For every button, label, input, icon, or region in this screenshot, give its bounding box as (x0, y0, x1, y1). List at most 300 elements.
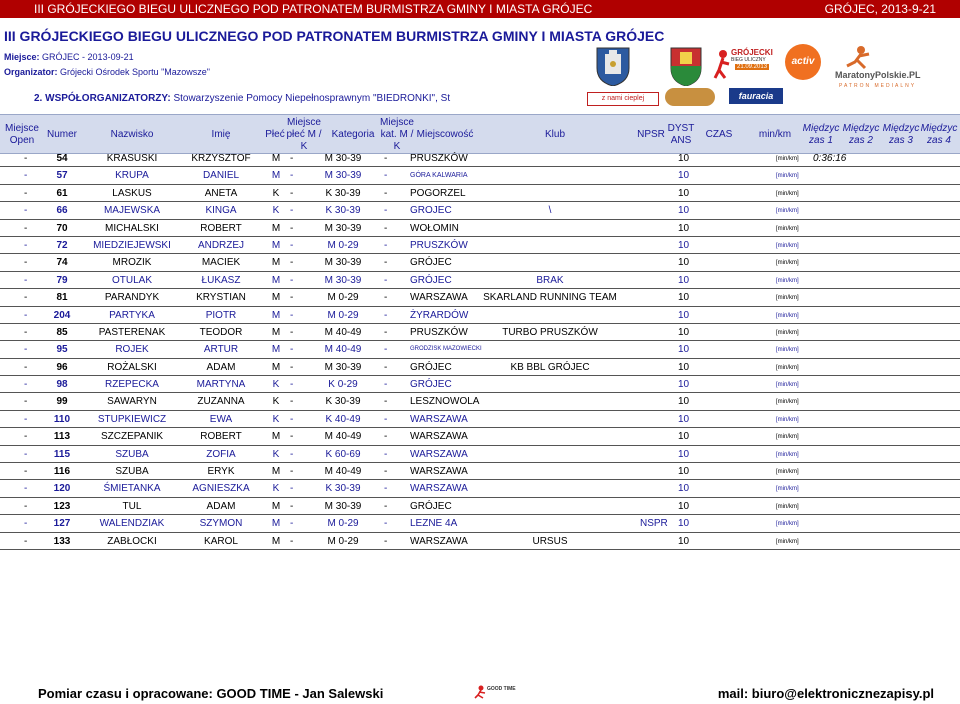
cell-pace: [min/km] (776, 364, 799, 371)
col-last-name: Nazwisko (110, 129, 154, 140)
cell-category: M 30-39 (324, 257, 362, 269)
cell-place-category: - (384, 326, 388, 338)
cell-first-name: ZUZANNA (197, 396, 245, 408)
top-bar (0, 0, 960, 18)
cell-distance: 10 (678, 239, 690, 251)
cell-place-category: - (384, 257, 388, 269)
table-row (0, 254, 960, 271)
cell-place-sex: - (290, 187, 294, 199)
cell-place-category: - (384, 292, 388, 304)
cell-category: K 60-69 (325, 448, 361, 460)
co-organizers-value: Stowarzyszenie Pomocy Niepełnosprawnym "BIEDRONKI", St (173, 93, 451, 104)
cell-place-sex: - (290, 466, 294, 478)
cell-category: M 30-39 (324, 500, 362, 512)
cell-place-category: - (384, 448, 388, 460)
cell-sex: K (272, 413, 280, 425)
table-row (0, 498, 960, 515)
cell-place-sex: - (290, 205, 294, 217)
cell-last-name: MIEDZIEJEWSKI (93, 239, 171, 251)
cell-distance: 10 (678, 396, 690, 408)
cell-place-open: - (24, 379, 28, 391)
footer-contact-email[interactable]: mail: biuro@elektronicznezapisy.pl (717, 686, 934, 701)
col-place-category-line1: Miejsce (380, 117, 414, 128)
cell-first-name: KRZYSZTOF (191, 153, 251, 164)
cell-club: \ (548, 205, 552, 217)
cell-first-name: SZYMON (199, 518, 243, 530)
cell-category: M 0-29 (327, 535, 359, 547)
cell-place-sex: - (290, 170, 294, 182)
cell-club: SKARLAND RUNNING TEAM (483, 292, 617, 304)
cell-place-open: - (24, 466, 28, 478)
cell-distance: 10 (678, 431, 690, 443)
cell-distance: 10 (678, 274, 690, 286)
cell-place-sex: - (290, 518, 294, 530)
cell-place-open: - (24, 239, 28, 251)
cell-city: GRÓJEC (410, 500, 452, 512)
cell-place-open: - (24, 535, 28, 547)
cell-last-name: KRUPA (115, 170, 149, 182)
cell-place-open: - (24, 222, 28, 234)
table-row (0, 411, 960, 428)
cell-sex: M (271, 292, 281, 304)
table-row (0, 393, 960, 410)
cell-number: 123 (53, 500, 71, 512)
col-npsr: NPSR (637, 129, 665, 140)
cell-club: BRAK (536, 274, 564, 286)
cell-category: M 0-29 (327, 309, 359, 321)
cell-pace: [min/km] (776, 434, 799, 441)
cell-last-name: PARTYKA (109, 309, 155, 321)
cell-number: 66 (56, 205, 68, 217)
table-row (0, 289, 960, 306)
cell-place-category: - (384, 205, 388, 217)
cell-city: GRÓJEC (410, 379, 452, 391)
maratony-logo-text: MaratonyPolskie.PL (835, 70, 921, 80)
cell-place-open: - (24, 500, 28, 512)
place-line (4, 52, 134, 62)
col-split-4-line1: Międzyc (920, 123, 958, 134)
cell-place-category: - (384, 431, 388, 443)
cell-place-open: - (24, 431, 28, 443)
cell-place-category: - (384, 309, 388, 321)
cell-first-name: ARTUR (203, 344, 239, 356)
cell-last-name: TUL (122, 500, 142, 512)
table-row (0, 307, 960, 324)
cell-city: LESZNOWOLA (410, 396, 480, 408)
cell-city: WARSZAWA (410, 466, 468, 478)
cell-number: 95 (56, 344, 68, 356)
col-city: Miejscowość (416, 129, 474, 140)
cell-place-category: - (384, 396, 388, 408)
cell-place-category: - (384, 535, 388, 547)
cell-sex: K (272, 483, 280, 495)
cell-place-sex: - (290, 292, 294, 304)
cell-city: WARSZAWA (410, 535, 468, 547)
cell-pace: [min/km] (776, 312, 799, 319)
cell-place-sex: - (290, 239, 294, 251)
col-split-2-line1: Międzyc (842, 123, 880, 134)
cell-number: 85 (56, 326, 68, 338)
col-place-open-line1: Miejsce (5, 123, 39, 134)
col-first-name: Imię (211, 129, 231, 140)
cell-city: GRÓJEC (410, 257, 452, 269)
cell-sex: M (271, 535, 281, 547)
col-sex: Płeć (265, 129, 285, 140)
cell-city: ŻYRARDÓW (410, 309, 469, 321)
cell-last-name: SZUBA (115, 466, 149, 478)
cell-place-open: - (24, 257, 28, 269)
cell-sex: M (271, 257, 281, 269)
cell-pace: [min/km] (776, 225, 799, 232)
cell-first-name: KINGA (205, 205, 237, 217)
table-row (0, 428, 960, 445)
page-footer (0, 682, 960, 704)
col-place-category-line2: kat. M / (380, 129, 414, 140)
cell-place-open: - (24, 396, 28, 408)
cell-city: GÓRA KALWARIA (410, 172, 468, 180)
grojec-crest-icon (593, 46, 633, 86)
table-row (0, 220, 960, 237)
organizer-label: Organizator: (4, 67, 58, 77)
cell-place-sex: - (290, 535, 294, 547)
cell-place-open: - (24, 413, 28, 425)
cell-place-open: - (24, 187, 28, 199)
organizer-line (4, 67, 210, 77)
cell-distance: 10 (678, 170, 690, 182)
cell-category: K 30-39 (325, 483, 361, 495)
cell-sex: M (271, 466, 281, 478)
cell-number: 61 (56, 187, 68, 199)
cell-category: M 30-39 (324, 153, 362, 164)
cell-place-category: - (384, 274, 388, 286)
table-row (0, 185, 960, 202)
cell-category: M 30-39 (324, 222, 362, 234)
col-split-3 (880, 123, 922, 147)
table-row (0, 359, 960, 376)
cell-club: KB BBL GRÓJEC (510, 361, 590, 373)
cell-city: WOŁOMIN (410, 222, 459, 234)
cell-pace: [min/km] (776, 399, 799, 406)
sponsor-logos (585, 40, 960, 106)
cell-last-name: RZEPECKA (105, 379, 159, 391)
cell-first-name: ANETA (204, 187, 238, 199)
cell-place-open: - (24, 326, 28, 338)
cell-first-name: ŁUKASZ (201, 274, 241, 286)
cell-sex: K (272, 379, 280, 391)
cell-city: POGORZEL (410, 187, 466, 199)
cell-category: M 40-49 (324, 431, 362, 443)
cell-number: 74 (56, 257, 68, 269)
cell-place-sex: - (290, 309, 294, 321)
cell-place-category: - (384, 483, 388, 495)
cell-sex: K (272, 205, 280, 217)
table-row (0, 202, 960, 219)
cell-pace: [min/km] (776, 190, 799, 197)
cell-category: M 30-39 (324, 361, 362, 373)
cell-first-name: TEODOR (199, 326, 243, 338)
cell-pace: [min/km] (776, 173, 799, 180)
cell-pace: [min/km] (776, 521, 799, 528)
place-value: GRÓJEC - 2013-09-21 (42, 52, 134, 62)
results-table-header (0, 114, 960, 154)
cell-sex: M (271, 309, 281, 321)
cell-place-open: - (24, 518, 28, 530)
cell-category: K 0-29 (328, 379, 358, 391)
cell-number: 120 (53, 483, 71, 495)
col-place-sex-line1: Miejsce (287, 117, 321, 128)
cell-distance: 10 (678, 309, 690, 321)
cell-number: 115 (53, 448, 71, 460)
grojecki-logo-line1: GRÓJECKI (731, 48, 773, 57)
cell-city: WARSZAWA (410, 448, 468, 460)
cell-category: M 40-49 (324, 326, 362, 338)
col-place-category (378, 117, 416, 153)
cell-distance: 10 (678, 205, 690, 217)
col-place-open-line2: Open (9, 135, 35, 146)
cell-sex: M (271, 361, 281, 373)
cell-number: 81 (56, 292, 68, 304)
cell-city: PRUSZKÓW (410, 153, 468, 164)
cell-place-open: - (24, 309, 28, 321)
table-row (0, 446, 960, 463)
cell-sex: M (271, 222, 281, 234)
cell-number: 57 (56, 170, 68, 182)
col-distance-line1: DYST (667, 123, 695, 134)
cell-city: PRUSZKÓW (410, 326, 468, 338)
cell-place-category: - (384, 239, 388, 251)
cell-pace: [min/km] (776, 503, 799, 510)
cell-distance: 10 (678, 344, 690, 356)
table-row (0, 150, 960, 167)
activ-logo: activ (785, 44, 821, 80)
cell-last-name: PASTERENAK (98, 326, 166, 338)
cell-pace: [min/km] (776, 538, 799, 545)
good-time-logo (473, 684, 517, 703)
cell-number: 54 (56, 153, 68, 164)
col-place-sex-line2: płeć M / (286, 129, 322, 140)
cell-place-sex: - (290, 257, 294, 269)
cell-split-1: 0:36:16 (813, 153, 847, 164)
cell-first-name: MACIEK (201, 257, 241, 269)
cell-distance: 10 (678, 500, 690, 512)
cell-number: 72 (56, 239, 68, 251)
cell-first-name: EWA (209, 413, 233, 425)
cell-distance: 10 (678, 518, 690, 530)
cell-pace: [min/km] (776, 451, 799, 458)
cell-place-sex: - (290, 222, 294, 234)
co-organizers-number: 2. (34, 93, 43, 104)
col-club: Klub (544, 129, 565, 140)
municipal-crest-icon (667, 46, 705, 86)
cell-city: WARSZAWA (410, 431, 468, 443)
cell-distance: 10 (678, 379, 690, 391)
cell-place-open: - (24, 344, 28, 356)
cell-club: TURBO PRUSZKÓW (502, 326, 598, 338)
cell-number: 99 (56, 396, 68, 408)
cell-place-sex: - (290, 500, 294, 512)
cell-pace: [min/km] (776, 156, 799, 162)
cell-place-sex: - (290, 326, 294, 338)
cell-sex: M (271, 170, 281, 182)
cell-first-name: ZOFIA (206, 448, 236, 460)
cell-number: 70 (56, 222, 68, 234)
cell-last-name: OTULAK (111, 274, 152, 286)
table-row (0, 341, 960, 358)
cell-sex: M (271, 431, 281, 443)
cell-city: WARSZAWA (410, 292, 468, 304)
footer-timing-credit: Pomiar czasu i opracowane: GOOD TIME - Jan Salewski (38, 686, 384, 701)
cell-sex: K (272, 448, 280, 460)
cell-first-name: DANIEL (202, 170, 240, 182)
cell-distance: 10 (678, 483, 690, 495)
cell-place-open: - (24, 274, 28, 286)
znami-cieplej-logo: z nami cieplej (587, 92, 659, 106)
cell-category: M 40-49 (324, 466, 362, 478)
cell-last-name: WALENDZIAK (99, 518, 165, 530)
cell-place-category: - (384, 344, 388, 356)
col-split-4-line2: zas 4 (927, 135, 951, 146)
cell-place-category: - (384, 222, 388, 234)
cell-last-name: MROZIK (112, 257, 152, 269)
cell-last-name: MICHALSKI (105, 222, 159, 234)
cell-distance: 10 (678, 448, 690, 460)
table-row (0, 515, 960, 532)
table-row (0, 463, 960, 480)
cell-category: M 30-39 (324, 274, 362, 286)
cell-city: WARSZAWA (410, 483, 468, 495)
cell-number: 96 (56, 361, 68, 373)
cell-distance: 10 (678, 326, 690, 338)
col-place-category-line3: K (393, 141, 401, 152)
cell-place-sex: - (290, 483, 294, 495)
co-organizers-line (34, 93, 450, 104)
cell-pace: [min/km] (776, 295, 799, 302)
cell-sex: M (271, 274, 281, 286)
cell-first-name: ADAM (206, 361, 236, 373)
cell-pace: [min/km] (776, 347, 799, 354)
cell-sex: M (271, 500, 281, 512)
cell-category: M 40-49 (324, 344, 362, 356)
cell-place-sex: - (290, 344, 294, 356)
cell-city: LEZNE 4A (410, 518, 458, 530)
cell-last-name: ŚMIETANKA (103, 483, 161, 495)
col-place-sex (284, 117, 324, 153)
cell-distance: 10 (678, 413, 690, 425)
cell-sex: M (271, 239, 281, 251)
cell-distance: 10 (678, 187, 690, 199)
cell-club: URSUS (532, 535, 568, 547)
cell-sex: M (271, 153, 281, 164)
cell-first-name: PIOTR (205, 309, 237, 321)
cell-place-open: - (24, 361, 28, 373)
cell-sex: K (272, 187, 280, 199)
cell-pace: [min/km] (776, 242, 799, 249)
cell-sex: M (271, 326, 281, 338)
cell-last-name: LASKUS (112, 187, 152, 199)
cell-place-sex: - (290, 361, 294, 373)
cell-place-category: - (384, 379, 388, 391)
cell-place-category: - (384, 187, 388, 199)
event-title-bar: III GRÓJECKIEGO BIEGU ULICZNEGO POD PATRONATEM BURMISTRZA GMINY I MIASTA GRÓJEC (34, 2, 593, 16)
cell-place-category: - (384, 500, 388, 512)
cell-pace: [min/km] (776, 208, 799, 215)
cell-distance: 10 (678, 257, 690, 269)
cell-number: 116 (53, 466, 71, 478)
cell-place-open: - (24, 483, 28, 495)
grojecki-bieg-logo (713, 42, 773, 90)
cell-city: GRÓJEC (410, 274, 452, 286)
cell-first-name: ANDRZEJ (197, 239, 245, 251)
cell-category: M 0-29 (327, 518, 359, 530)
cell-number: 127 (53, 518, 71, 530)
cell-place-open: - (24, 205, 28, 217)
cell-first-name: ADAM (206, 500, 236, 512)
cell-npsr: NSPR (640, 518, 668, 530)
table-row (0, 167, 960, 184)
col-split-1-line2: zas 1 (809, 135, 833, 146)
cell-place-category: - (384, 361, 388, 373)
organizer-value: Grójecki Ośrodek Sportu "Mazowsze" (60, 67, 210, 77)
page-title: III GRÓJECKIEGO BIEGU ULICZNEGO POD PATRONATEM BURMISTRZA GMINY I MIASTA GRÓJEC (4, 28, 665, 44)
cell-distance: 10 (678, 153, 690, 164)
col-split-3-line1: Międzyc (882, 123, 920, 134)
place-label: Miejsce: (4, 52, 40, 62)
cell-number: 204 (53, 309, 71, 321)
col-pace: min/km (758, 129, 792, 140)
table-row (0, 376, 960, 393)
table-row (0, 324, 960, 341)
cell-last-name: ZABŁOCKI (107, 535, 157, 547)
col-number: Numer (46, 129, 77, 140)
cell-city: GROJEC (410, 205, 452, 217)
cell-number: 133 (53, 535, 71, 547)
cell-pace: [min/km] (776, 277, 799, 284)
cell-last-name: MAJEWSKA (103, 205, 161, 217)
cell-pace: [min/km] (776, 260, 799, 267)
cell-place-sex: - (290, 413, 294, 425)
cell-city: GRODZISK MAZOWIECKI (410, 346, 482, 353)
col-split-3-line2: zas 3 (889, 135, 913, 146)
cell-category: K 30-39 (325, 205, 361, 217)
cell-first-name: KRYSTIAN (196, 292, 246, 304)
cell-sex: K (272, 396, 280, 408)
col-place-sex-line3: K (300, 141, 308, 152)
good-time-logo-text: GOOD TIME (487, 686, 516, 692)
col-split-1-line1: Międzyc (802, 123, 840, 134)
cell-place-category: - (384, 466, 388, 478)
cell-city: PRUSZKÓW (410, 239, 468, 251)
results-table-body (0, 150, 960, 550)
table-row (0, 272, 960, 289)
cell-place-sex: - (290, 274, 294, 286)
cell-category: M 0-29 (327, 292, 359, 304)
cell-distance: 10 (678, 466, 690, 478)
cell-number: 113 (53, 431, 71, 443)
col-split-2 (840, 123, 882, 147)
cell-first-name: KAROL (204, 535, 238, 547)
cell-city: GRÓJEC (410, 361, 452, 373)
grojecki-logo-line2: BIEG ULICZNY (731, 57, 766, 63)
cell-place-open: - (24, 292, 28, 304)
col-distance (666, 123, 696, 147)
cell-place-open: - (24, 448, 28, 460)
cell-place-sex: - (290, 431, 294, 443)
cell-pace: [min/km] (776, 486, 799, 493)
col-place-open (4, 123, 40, 147)
cell-sex: M (271, 518, 281, 530)
cell-last-name: ROŻALSKI (107, 361, 157, 373)
cell-category: K 40-49 (325, 413, 361, 425)
